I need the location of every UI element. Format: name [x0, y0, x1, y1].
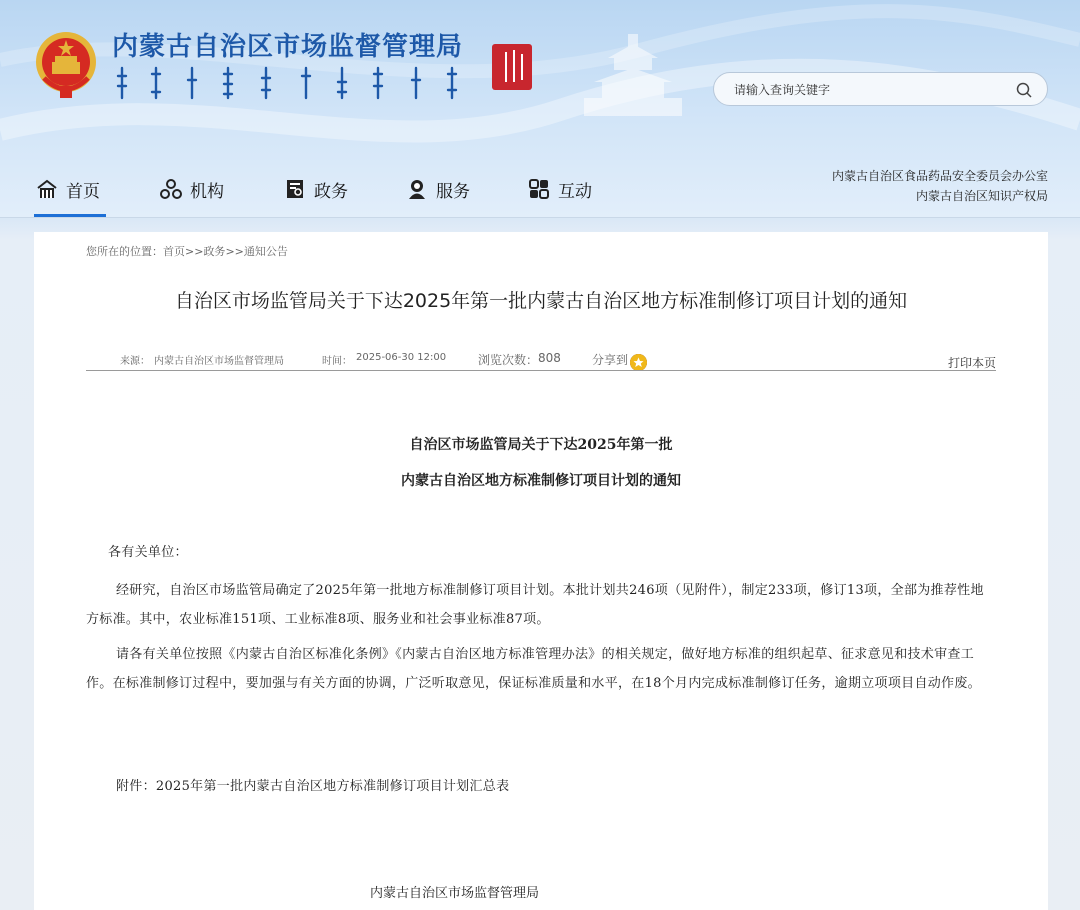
- breadcrumb-separator: >>: [225, 245, 244, 258]
- organization-icon: [160, 178, 182, 200]
- breadcrumb-item-notices[interactable]: 通知公告: [243, 245, 288, 258]
- print-page-link[interactable]: 打印本页: [948, 356, 997, 370]
- nav-item-organization[interactable]: [160, 160, 224, 218]
- attachment-link[interactable]: 附件：2025年第一批内蒙古自治区地方标准制修订项目计划汇总表: [116, 779, 510, 794]
- nav-item-label: 机构: [190, 181, 224, 202]
- search-input[interactable]: [734, 79, 1014, 101]
- search-icon[interactable]: [1015, 81, 1033, 99]
- service-icon: [406, 178, 428, 200]
- link-food-drug-safety-office[interactable]: 内蒙古自治区食品药品安全委员会办公室: [831, 169, 1048, 183]
- breadcrumb-separator: >>: [185, 245, 204, 258]
- nav-item-home[interactable]: [36, 160, 100, 218]
- views-count: 808: [538, 351, 561, 365]
- nav-item-government-affairs[interactable]: [284, 160, 348, 218]
- nav-item-label: 政务: [314, 181, 348, 202]
- nav-item-label: 首页: [66, 181, 100, 202]
- search-box: [713, 72, 1048, 106]
- temple-silhouette-icon: [578, 30, 688, 120]
- link-intellectual-property-bureau[interactable]: 内蒙古自治区知识产权局: [915, 189, 1048, 203]
- breadcrumb-item-government-affairs[interactable]: 政务: [203, 245, 226, 258]
- time-value: 2025-06-30 12:00: [356, 352, 447, 363]
- breadcrumb-item-home[interactable]: 首页: [163, 245, 185, 258]
- government-affairs-icon: [284, 178, 306, 200]
- source-value: 内蒙古自治区市场监督管理局: [154, 356, 284, 367]
- affiliate-links: [832, 166, 1048, 206]
- source-label: 来源：: [120, 356, 150, 367]
- nav-item-service[interactable]: [406, 160, 470, 218]
- paragraph-2: 请各有关单位按照《内蒙古自治区标准化条例》《内蒙古自治区地方标准管理办法》的相关规定，做好地方标准的组织起草、征求意见和技术审查工作。在标准制修订过程中，要加强与有关方面的协调，广泛听取意见，保证标准质量和水平，在18个月内完成标准制修订任务，逾期立项项目自动作废。: [86, 647, 981, 691]
- header-divider: [0, 217, 1080, 218]
- article-card: [34, 232, 1048, 910]
- site-title: 内蒙古自治区市场监督管理局: [112, 32, 464, 62]
- meta-divider: [86, 370, 996, 371]
- nav-item-label: 互动: [558, 181, 592, 202]
- nav-item-label: 服务: [436, 181, 470, 202]
- signature: 内蒙古自治区市场监督管理局: [370, 886, 540, 901]
- page-title: 自治区市场监管局关于下达2025年第一批内蒙古自治区地方标准制修订项目计划的通知: [174, 290, 908, 312]
- breadcrumb: [86, 243, 288, 259]
- interaction-icon: [528, 178, 550, 200]
- salutation: 各有关单位：: [108, 545, 188, 560]
- nav-item-interaction[interactable]: [528, 160, 592, 218]
- red-seal-logo: [492, 44, 532, 90]
- qzone-share-icon[interactable]: [630, 354, 647, 371]
- time-label: 时间：: [322, 356, 352, 367]
- article-meta: [86, 350, 996, 372]
- views-label: 浏览次数：: [478, 353, 539, 367]
- paragraph-1: 经研究，自治区市场监管局确定了2025年第一批地方标准制修订项目计划。本批计划共246项（见附件），制定233项，修订13项，全部为推荐性地方标准。其中，农业标准151项、工业标准8项、服务业和社会事业标准87项。: [86, 583, 984, 627]
- document-title-line-2: 内蒙古自治区地方标准制修订项目计划的通知: [401, 473, 681, 489]
- home-icon: [36, 178, 58, 200]
- national-emblem-icon: [32, 28, 100, 100]
- document-title-line-1: 自治区市场监管局关于下达2025年第一批: [409, 437, 673, 453]
- mongolian-script-logo: [116, 64, 472, 104]
- site-header: [0, 0, 1080, 218]
- breadcrumb-prefix: 您所在的位置：: [86, 245, 163, 258]
- share-label: 分享到: [592, 353, 629, 367]
